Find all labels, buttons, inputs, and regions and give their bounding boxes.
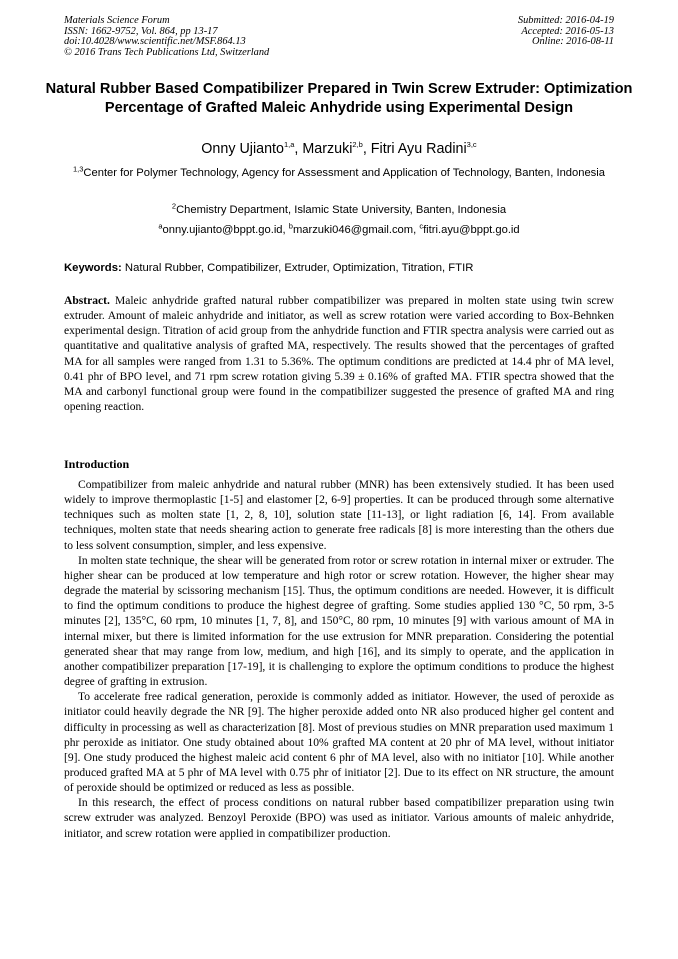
affiliation-sup: 1,3 (72, 164, 84, 174)
email-sep: , (413, 224, 420, 236)
author-list (40, 140, 638, 158)
copyright-line: © 2016 Trans Tech Publications Ltd, Switzerland (64, 46, 270, 58)
section-heading-introduction: Introduction (64, 457, 130, 471)
email-sup: c (419, 221, 424, 231)
author-sep: , (362, 141, 371, 157)
doi-line: doi:10.4028/www.scientific.net/MSF.864.13 (64, 36, 246, 47)
author-sup: 1,a (283, 140, 295, 150)
paragraph: Compatibilizer from maleic anhydride and natural rubber (MNR) has been extensively studied. It has been used widely to improve thermoplastic [1-5] and elastomer [2, 6-9] properties. It can be produced through some alternative techniques such as molten state [1, 2, 8, 10], solution state [11-13], or light radiation [6, 14]. From available techniques, molten state that needs shearing action to generate free radicals [8] is more interesting than the others due to less solvent consumption, simpler, and less expensive. (64, 479, 614, 552)
affiliation-2 (60, 203, 618, 219)
affiliation-sup: 2 (171, 201, 177, 211)
email-sup: a (158, 221, 163, 231)
online-date: Online: 2016-08-11 (531, 36, 614, 47)
author (371, 141, 477, 157)
keywords (64, 261, 622, 276)
paragraph: In molten state technique, the shear will be generated from rotor or screw rotation in internal mixer or extruder. The higher shear can be produced at low temperature and high rotor or screw rotation. However, the higher shear may degrade the material by scissoring mechanism [15]. Thus, the optimum conditions are needed. However, it is difficult to find the optimum conditions to produce the highest degree of grafting. Some studies applied 130 °C, 50 rpm, 3-5 minutes [2], 135°C, 60 rpm, 10 minutes [1, 7, 8], and 150°C, 80 rpm, 10 minutes [9] with various amount of MA in internal mixer, but there is limited information for the use extrusion for MNR preparation. Considering the potential generated shear that may range from low, medium, and high [16], and its simply to operate, and the application in another compatibilizer preparation [17-19], it is challenging to explore the optimum conditions to produce the highest degree of grafting in extrusion. (64, 554, 614, 689)
introduction-body (64, 478, 614, 842)
affiliation-text: Chemistry Department, Islamic State University, Banten, Indonesia (176, 204, 507, 216)
affiliation-1 (60, 166, 618, 182)
author-sep: , (294, 141, 303, 157)
abstract-label: Abstract. (64, 295, 110, 307)
email-address: marzuki046@gmail.com (292, 224, 414, 236)
abstract-text: Maleic anhydride grafted natural rubber compatibilizer was prepared in molten state using twin screw extruder. Amount of maleic anhydride and initiator, as well as screw rotation were varied according to Box-Behnken experimental design. Titration of acid group from the anhydride function and FTIR spectra analysis were carried out as quantitative and qualitative analysis of grafted MA, respectively. The results showed that the percentages of grafted MA for all samples were ranged from 1.31 to 5.36%. The optimum conditions are predicted at 14.4 phr of MA level, 0.41 phr of BPO level, and 71 rpm screw rotation giving 5.39 ± 0.16% of grafted MA. FTIR spectra showed that the MA and carbonyl functional group were found in the compatibilizer suggested the presence of grafted MA and ring opening reaction. (64, 295, 614, 414)
paragraph: To accelerate free radical generation, peroxide is commonly added as initiator. However, the used of peroxide as initiator could heavily degrade the NR [9]. The higher peroxide added onto NR also produced higher gel content and difficulty in processing as well as characterization [8]. Most of previous studies on MNR preparation used maximum 1 phr peroxide as initiator. One study obtained about 10% grafted MA content at 20 phr of MA level, without initiator [9]. One study produced the highest maleic acid content 6 phr of MA level, also with no initiator [10]. While another produced grafted MA at 5 phr of MA level with 0.75 phr of initiator [2]. Due to its effect on NR structure, the amount of peroxide should be optimized or reduced as less as possible. (64, 691, 614, 795)
submitted-date: Submitted: 2016-04-19 (517, 15, 614, 26)
keywords-label: Keywords: (64, 262, 122, 274)
email-sup: b (288, 221, 293, 231)
email-list (60, 223, 618, 239)
paragraph: In this research, the effect of process conditions on natural rubber based compatibilizer preparation using twin screw extruder was analyzed. Benzoyl Peroxide (BPO) was used as initiator. Various amounts of maleic anhydride, initiator, and screw rotation were applied in compatibilizer production. (64, 797, 614, 840)
issn-line: ISSN: 1662-9752, Vol. 864, pp 13-17 (64, 25, 218, 37)
email[interactable] (158, 221, 283, 236)
email-address: fitri.ayu@bppt.go.id (423, 224, 520, 236)
author-name: Marzuki (302, 141, 353, 157)
paper-title: Natural Rubber Based Compatibilizer Prepared in Twin Screw Extruder: Optimization Percentage of Grafted Maleic Anhydride using Experimental Design (45, 81, 633, 116)
author (201, 141, 302, 157)
author-name: Onny Ujianto (201, 141, 284, 157)
affiliation-text: Center for Polymer Technology, Agency for Assessment and Application of Technology, Banten, Indonesia (83, 167, 605, 179)
journal-name: Materials Science Forum (64, 15, 170, 26)
author-sup: 2,b (352, 140, 363, 150)
abstract (64, 294, 614, 415)
author (302, 141, 370, 157)
dates-header (518, 16, 614, 48)
email[interactable] (288, 221, 414, 236)
email-sep: , (282, 224, 289, 236)
author-sup: 3,c (466, 140, 477, 150)
keywords-text: Natural Rubber, Compatibilizer, Extruder, Optimization, Titration, FTIR (124, 262, 474, 274)
accepted-date: Accepted: 2016-05-13 (521, 25, 614, 37)
journal-header (64, 16, 269, 58)
email-address: onny.ujianto@bppt.go.id (162, 224, 283, 236)
author-name: Fitri Ayu Radini (370, 141, 467, 157)
email[interactable] (419, 221, 520, 236)
